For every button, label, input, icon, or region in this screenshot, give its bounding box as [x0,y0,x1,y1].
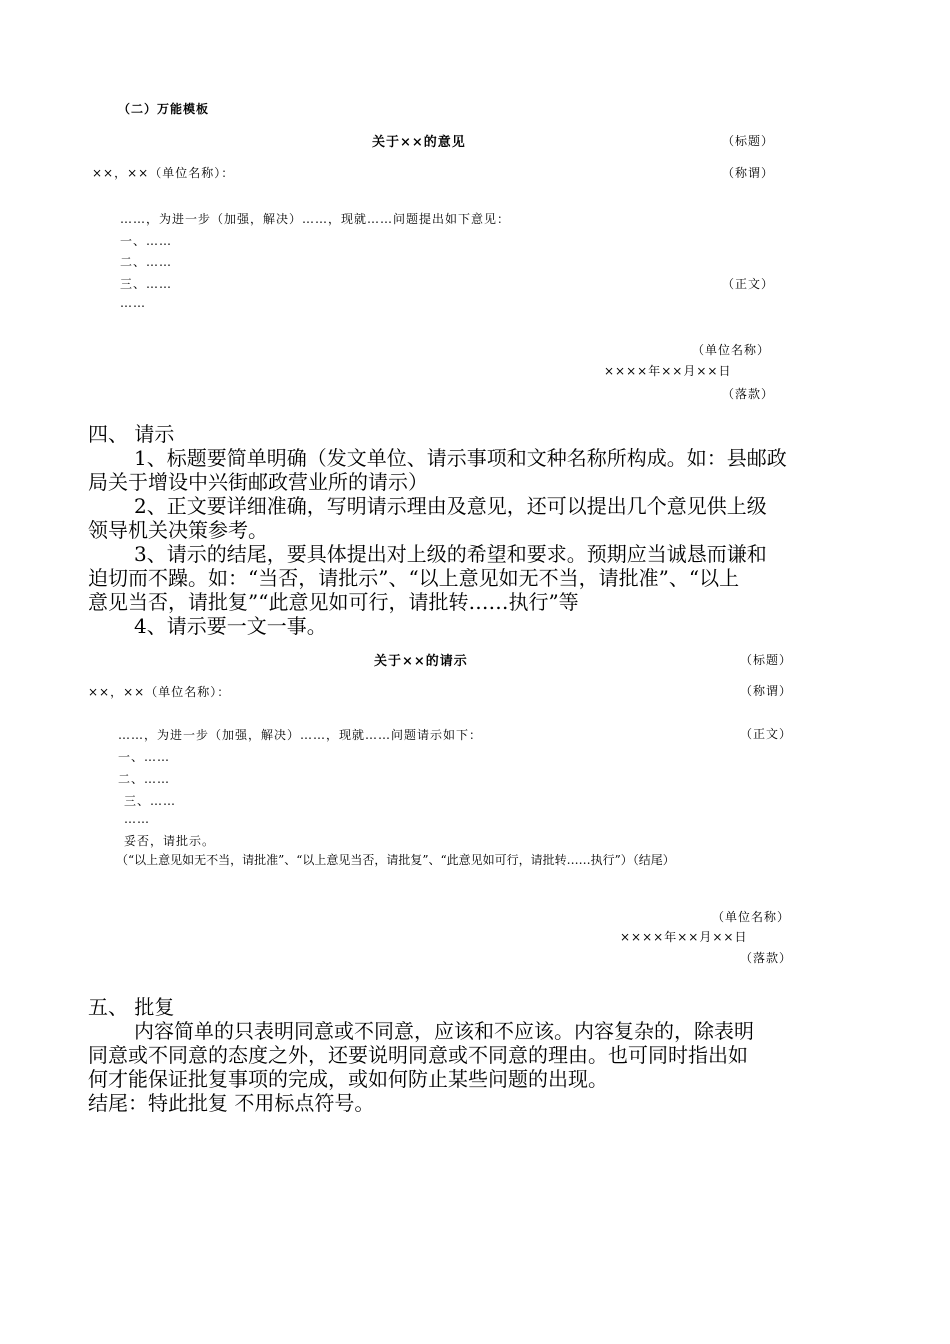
template2-closing: 妥否，请批示。 [124,834,216,848]
section4-line: 1、标题要简单明确（发文单位、请示事项和文种名称所构成。如：县邮政 [134,446,787,470]
section5-ending: 结尾：特此批复 不用标点符号。 [88,1091,375,1115]
template1-item: 三、…… [120,277,173,291]
template2-salutation: ××，××（单位名称）： [88,685,231,699]
section5-heading: 五、 批复 [88,995,175,1019]
template1-item: 二、…… [120,255,173,269]
section4-line: 3、请示的结尾，要具体提出对上级的希望和要求。预期应当诚恳而谦和 [134,542,767,566]
template2-body-intro: ……，为进一步（加强，解决）……，现就……问题请示如下： [118,728,483,742]
template1-sign-date: ××××年××月××日 [604,364,732,378]
section4-line: 意见当否，请批复”“此意见如可行，请批转……执行”等 [88,590,579,614]
template2-closing-examples: （“以上意见如无不当，请批准”、“以上意见当否，请批复”、“此意见如可行，请批转……执行”）（结尾） [116,853,675,867]
section5-line: 何才能保证批复事项的完成，或如何防止某些问题的出现。 [88,1067,608,1091]
template2-salutation-note: （称谓） [740,684,793,698]
template1-title: 关于××的意见 [372,135,466,150]
template1-salutation: ××，××（单位名称）： [92,166,235,180]
section5-line: 同意或不同意的态度之外，还要说明同意或不同意的理由。也可同时指出如 [88,1043,748,1067]
section4-heading: 四、 请示 [88,422,175,446]
template2-title-note: （标题） [740,653,793,667]
section4-line: 2、正文要详细准确，写明请示理由及意见，还可以提出几个意见供上级 [134,494,767,518]
section5-body [88,1019,864,1115]
template2-item: …… [124,812,150,826]
template2-item: 二、…… [118,772,171,786]
template2-sign-date: ××××年××月××日 [620,930,748,944]
template2-sign-org: （单位名称） [712,910,791,924]
template1-body-intro: ……，为进一步（加强，解决）……，现就……问题提出如下意见： [120,212,511,226]
template2-title: 关于××的请示 [374,654,468,669]
section4-body [88,446,864,638]
section5-line: 内容简单的只表明同意或不同意，应该和不应该。内容复杂的，除表明 [134,1019,754,1043]
section4-line: 4、请示要一文一事。 [134,614,327,638]
template1-title-note: （标题） [722,134,775,148]
template1-sign-note: （落款） [722,387,775,401]
section4-line: 领导机关决策参考。 [88,518,268,542]
template1-body-note: （正文） [722,277,775,291]
template1-sign-org: （单位名称） [692,343,771,357]
template2-item: 一、…… [118,750,171,764]
template1-salutation-note: （称谓） [722,166,775,180]
template1-item: 一、…… [120,234,173,248]
template2-item: 三、…… [124,794,177,808]
section4-line: 局关于增设中兴街邮政营业所的请示） [88,470,428,494]
template2-body-note: （正文） [740,727,793,741]
template1-heading: （二）万能模板 [118,102,210,116]
template2-sign-note: （落款） [740,951,793,965]
template1-item: …… [120,296,146,310]
section4-line: 迫切而不躁。如：“当否，请批示”、“以上意见如无不当，请批准”、“以上 [88,566,740,590]
